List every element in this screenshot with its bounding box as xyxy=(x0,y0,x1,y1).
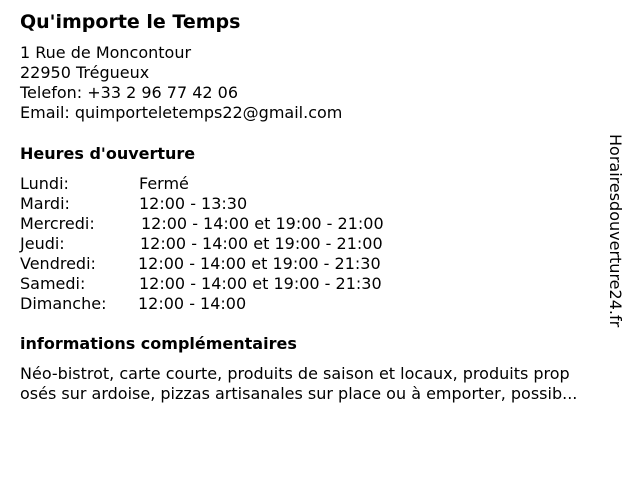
phone-line: Telefon: +33 2 96 77 42 06 xyxy=(20,83,239,102)
day-hours: 12:00 - 13:30 xyxy=(139,194,248,213)
address-city: 22950 Trégueux xyxy=(20,63,150,82)
day-label: Mercredi: xyxy=(20,214,95,233)
description-line-2: osés sur ardoise, pizzas artisanales sur place ou à emporter, possib... xyxy=(20,384,578,403)
opening-hours-heading: Heures d'ouverture xyxy=(20,144,196,163)
day-hours: 12:00 - 14:00 et 19:00 - 21:00 xyxy=(141,214,384,233)
day-label: Vendredi: xyxy=(20,254,96,273)
day-label: Lundi: xyxy=(20,174,69,193)
day-label: Samedi: xyxy=(20,274,86,293)
email-line: Email: quimporteletemps22@gmail.com xyxy=(20,103,343,122)
business-name: Qu'importe le Temps xyxy=(20,11,241,33)
day-hours: 12:00 - 14:00 et 19:00 - 21:30 xyxy=(139,274,382,293)
day-hours: Fermé xyxy=(139,174,189,193)
day-hours: 12:00 - 14:00 et 19:00 - 21:30 xyxy=(138,254,381,273)
day-label: Dimanche: xyxy=(20,294,107,313)
site-watermark: Horairesdouverture24.fr xyxy=(606,134,625,328)
day-label: Mardi: xyxy=(20,194,70,213)
day-hours: 12:00 - 14:00 xyxy=(138,294,247,313)
day-label: Jeudi: xyxy=(20,234,65,253)
additional-info-heading: informations complémentaires xyxy=(20,334,297,353)
description-line-1: Néo-bistrot, carte courte, produits de saison et locaux, produits prop xyxy=(20,364,570,383)
address-street: 1 Rue de Moncontour xyxy=(20,43,192,62)
contact-block xyxy=(20,43,342,123)
day-hours: 12:00 - 14:00 et 19:00 - 21:00 xyxy=(140,234,383,253)
